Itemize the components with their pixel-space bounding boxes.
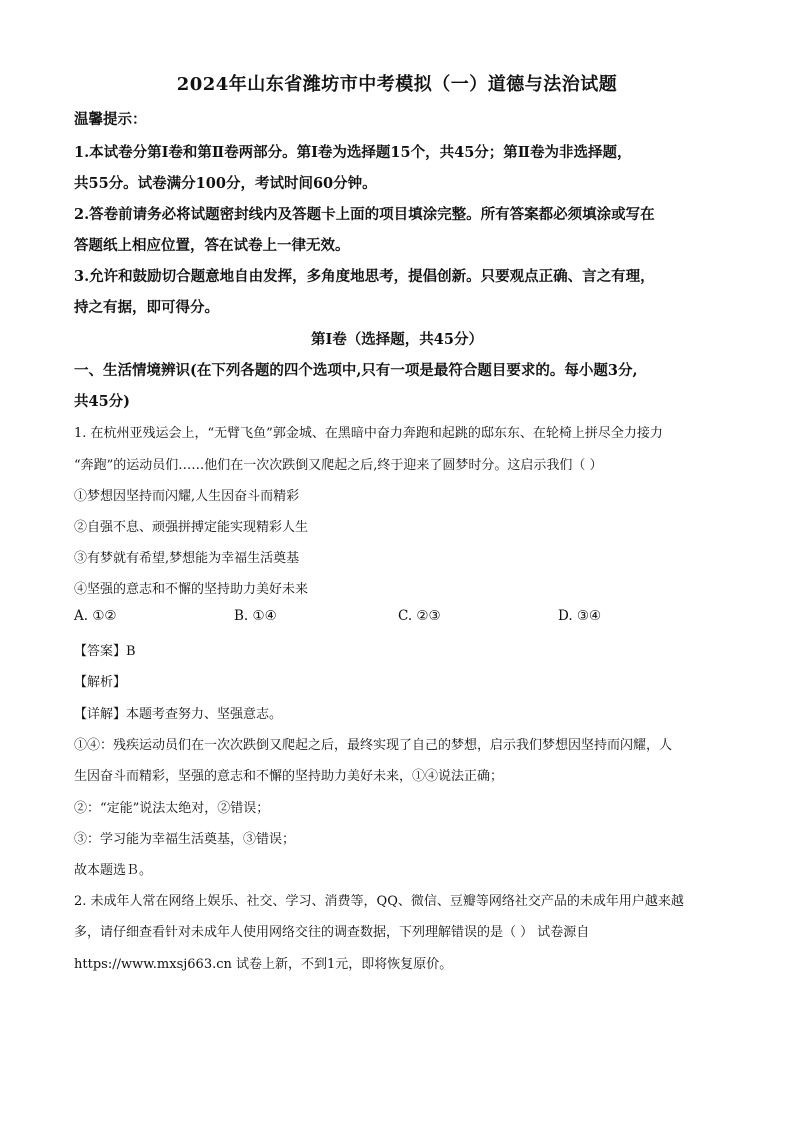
page-title: 2024年山东省潍坊市中考模拟（一）道德与法治试题 (176, 74, 618, 95)
section-title: 第Ⅰ卷（选择题，共45分） (311, 331, 483, 348)
answer-line: 【答案】B (74, 644, 136, 659)
option-d: D. ③④ (558, 608, 602, 624)
notice-line: 持之有据，即可得分。 (74, 299, 219, 316)
statement: ③有梦就有希望,梦想能为幸福生活奠基 (74, 551, 300, 566)
analysis-label: 【解析】 (74, 675, 127, 690)
notice-line: 共55分。试卷满分100分，考试时间60分钟。 (74, 175, 377, 192)
option-c: C. ②③ (398, 608, 441, 624)
question-text: “奔跑”的运动员们……他们在一次次跌倒又爬起之后,终于迎来了圆梦时分。这启示我们（ ） (74, 458, 603, 473)
explanation-line: ①④：残疾运动员们在一次次跌倒又爬起之后，最终实现了自己的梦想，启示我们梦想因坚持而闪耀，人 (74, 738, 673, 753)
statement: ①梦想因坚持而闪耀,人生因奋斗而精彩 (74, 489, 300, 504)
notice-line: 答题纸上相应位置，答在试卷上一律无效。 (74, 237, 350, 254)
question-text: 2. 未成年人常在网络上娱乐、社交、学习、消费等，QQ、微信、豆瓣等网络社交产品的未成年用户越来越 (74, 894, 684, 909)
question-text: 多，请仔细查看针对未成年人使用网络交往的调查数据，下列理解错误的是（ ） 试卷源自 (74, 925, 590, 940)
explanation-line: 生因奋斗而精彩，坚强的意志和不懈的坚持助力美好未来，①④说法正确； (74, 769, 504, 784)
notice-label: 温馨提示： (74, 111, 147, 128)
statement: ④坚强的意志和不懈的坚持助力美好未来 (74, 582, 309, 597)
statement: ②自强不息、顽强拼搏定能实现精彩人生 (74, 520, 309, 535)
option-a: A. ①② (74, 608, 117, 624)
option-b: B. ①④ (234, 608, 277, 624)
notice-line: 1.本试卷分第Ⅰ卷和第Ⅱ卷两部分。第Ⅰ卷为选择题15个，共45分；第Ⅱ卷为非选择题， (74, 144, 632, 161)
explanation-line: ②：“定能”说法太绝对，②错误； (74, 801, 270, 816)
source-link[interactable]: https://www.mxsj663.cn 试卷上新，不到1元，即将恢复原价。 (74, 957, 453, 972)
explanation-line: ③：学习能为幸福生活奠基，③错误； (74, 832, 296, 847)
conclusion-line: 故本题选Ｂ。 (74, 863, 153, 878)
question-text: 1. 在杭州亚残运会上，“无臂飞鱼”郭金城、在黑暗中奋力奔跑和起跳的邸东东、在轮椅上拼尽全力接力 (74, 426, 663, 441)
part-heading: 共45分) (74, 393, 131, 410)
notice-line: 3.允许和鼓励切合题意地自由发挥，多角度地思考，提倡创新。只要观点正确、言之有理， (74, 268, 655, 285)
notice-line: 2.答卷前请务必将试题密封线内及答题卡上面的项目填涂完整。所有答案都必须填涂或写在 (74, 206, 655, 223)
detail-line: 【详解】本题考查努力、坚强意志。 (74, 707, 283, 722)
part-heading: 一、生活情境辨识(在下列各题的四个选项中,只有一项是最符合题目要求的。每小题3分, (74, 362, 638, 379)
